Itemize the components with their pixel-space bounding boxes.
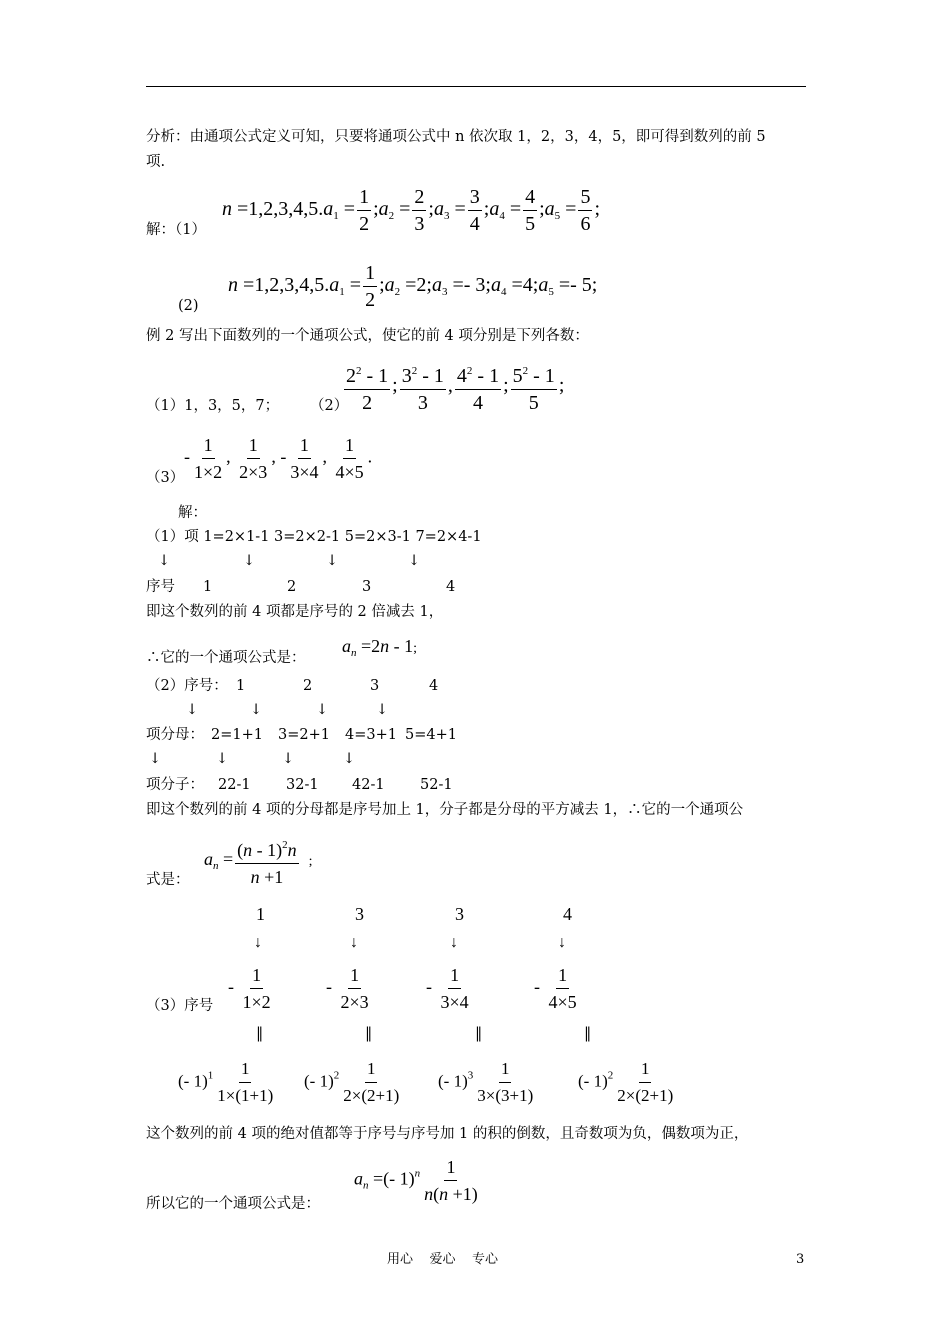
parallel-mark: ‖ — [475, 1026, 483, 1042]
example-2-part-3-fractions: - $\frac{1}{1\times 2}$ , $\frac{1}{2\times 3}$ , - $\frac{1}{3\times 4}$ , $\frac{1}{4\times 5}$ . — [184, 435, 373, 482]
arrow-down: ↓ — [376, 702, 389, 718]
parallel-mark: ‖ — [584, 1026, 592, 1042]
answer-2-formula: $a_n$ = $\frac{(n - 1)^2n}{n +1}$ ; — [204, 834, 313, 888]
arrow-down: ↓ — [282, 751, 295, 767]
answer-2-numer: 22-1 — [218, 777, 251, 793]
parallel-mark: ‖ — [256, 1026, 264, 1042]
answer-2-numer: 52-1 — [420, 777, 453, 793]
answer-3-frac: - $\frac{1}{4\times 5}$ — [534, 965, 577, 1012]
answer-3-top: 3 — [455, 904, 464, 924]
answer-1-serial: 3 — [362, 579, 372, 595]
example-2-part-1: （1）1，3，5，7； — [146, 398, 280, 414]
example-2-part-3-label: （3） — [146, 470, 185, 486]
answer-1-formula: $a_n =2n - 1$; — [342, 636, 418, 659]
solution-2-label: (2) — [178, 298, 199, 314]
answer-2-formula-label: 式是： — [146, 872, 190, 888]
solution-2-formula: $n =1,2,3,4,5.a_1$ = $\frac{1}{2}$ $;a_2$ $=2;a_3$ =- $3;a_4$ $=4;a_5 =- 5$; — [228, 262, 598, 311]
answer-2-serial: 2 — [303, 678, 313, 694]
arrow-down: ↓ — [254, 934, 262, 951]
analysis-line-2: 项. — [146, 154, 166, 170]
answer-2-denom: 5=4+1 — [405, 727, 457, 743]
answer-2-denom: 3=2+1 — [278, 727, 330, 743]
answer-3-signed: (- 1)$^3$ $\frac{1}{3\times(3+1)}$ — [438, 1059, 534, 1105]
answer-1-serial-label: 序号 — [146, 579, 175, 595]
answer-2-denom-label: 项分母： — [146, 727, 204, 743]
parallel-mark: ‖ — [365, 1026, 373, 1042]
answer-3-top: 3 — [355, 904, 364, 924]
answer-2-conclusion: 即这个数列的前 4 项的分母都是序号加上 1，分子都是分母的平方减去 1，∴它的一个通项公 — [146, 802, 744, 818]
example-2-part-2-fractions: $\frac{2^2 - 1}{2}$ ; $\frac{3^2 - 1}{3}$ , $\frac{4^2 - 1}{4}$ ; $\frac{5^2 - 1}{5}$ ; — [342, 360, 564, 414]
header-rule — [146, 86, 806, 87]
arrow-down: ↓ — [326, 553, 339, 569]
answer-1-serial: 1 — [203, 579, 213, 595]
answer-1-serial: 2 — [287, 579, 297, 595]
answer-3-frac: - $\frac{1}{2\times 3}$ — [326, 965, 369, 1012]
arrow-down: ↓ — [316, 702, 329, 718]
answer-2-serial: 3 — [370, 678, 380, 694]
arrow-down: ↓ — [408, 553, 421, 569]
answer-2-numer: 42-1 — [352, 777, 385, 793]
answer-3-signed: (- 1)$^1$ $\frac{1}{1\times(1+1)}$ — [178, 1059, 274, 1105]
answer-3-conclusion: 这个数列的前 4 项的绝对值都等于序号与序号加 1 的积的倒数，且奇数项为负，偶数项为正， — [146, 1126, 749, 1142]
answer-1-formula-label: ∴它的一个通项公式是： — [146, 650, 306, 666]
example-2-part-2-label: （2） — [310, 398, 349, 414]
answer-2-serial: 1 — [236, 678, 246, 694]
answer-3-top: 4 — [563, 904, 572, 924]
answer-3-formula-label: 所以它的一个通项公式是： — [146, 1196, 320, 1212]
arrow-down: ↓ — [158, 553, 171, 569]
answer-3-formula: $a_n$ =(- 1)$^n$ $\frac{1}{n(n +1)}$ — [354, 1157, 478, 1204]
arrow-down: ↓ — [350, 934, 358, 951]
answer-1-conclusion: 即这个数列的前 4 项都是序号的 2 倍减去 1， — [146, 604, 444, 620]
footer-slogan: 用心 爱心 专心 — [387, 1252, 499, 1267]
answer-2-numer-label: 项分子： — [146, 777, 204, 793]
example-2-heading: 例 2 写出下面数列的一个通项公式，使它的前 4 项分别是下列各数： — [146, 328, 589, 344]
arrow-down: ↓ — [558, 934, 566, 951]
answer-3-frac: - $\frac{1}{1\times 2}$ — [228, 965, 271, 1012]
answer-jie: 解： — [178, 505, 207, 521]
answer-2-denom: 2=1+1 — [211, 727, 263, 743]
answer-3-top: 1 — [256, 904, 265, 924]
arrow-down: ↓ — [250, 702, 263, 718]
page-number: 3 — [796, 1252, 805, 1267]
arrow-down: ↓ — [243, 553, 256, 569]
answer-3-label: （3）序号 — [146, 998, 214, 1014]
arrow-down: ↓ — [149, 751, 162, 767]
arrow-down: ↓ — [450, 934, 458, 951]
answer-2-serial: 4 — [429, 678, 439, 694]
arrow-down: ↓ — [186, 702, 199, 718]
arrow-down: ↓ — [216, 751, 229, 767]
answer-2-numer: 32-1 — [286, 777, 319, 793]
solution-1-formula: $n =1,2,3,4,5.a_1$ = $\frac{1}{2}$ $;a_2$ = $\frac{2}{3}$ $;a_3$ = $\frac{3}{4}$ $;a_4$ = $\frac{4}{5}$ $;a_5$ = $\frac{5}{6}$ ; — [222, 186, 600, 235]
answer-2-serial-label: （2）序号： — [146, 678, 228, 694]
answer-3-signed: (- 1)$^2$ $\frac{1}{2\times(2+1)}$ — [304, 1059, 400, 1105]
solution-1-label: 解：（1） — [146, 222, 206, 238]
answer-2-denom: 4=3+1 — [345, 727, 397, 743]
answer-3-signed: (- 1)$^2$ $\frac{1}{2\times(2+1)}$ — [578, 1059, 674, 1105]
answer-3-frac: - $\frac{1}{3\times 4}$ — [426, 965, 469, 1012]
analysis-line-1: 分析：由通项公式定义可知，只要将通项公式中 n 依次取 1，2，3，4，5，即可得到数列的前 5 — [146, 129, 766, 145]
answer-1-serial: 4 — [446, 579, 456, 595]
arrow-down: ↓ — [343, 751, 356, 767]
answer-1-items: （1）项 1=2×1-1 3=2×2-1 5=2×3-1 7=2×4-1 — [146, 529, 482, 545]
